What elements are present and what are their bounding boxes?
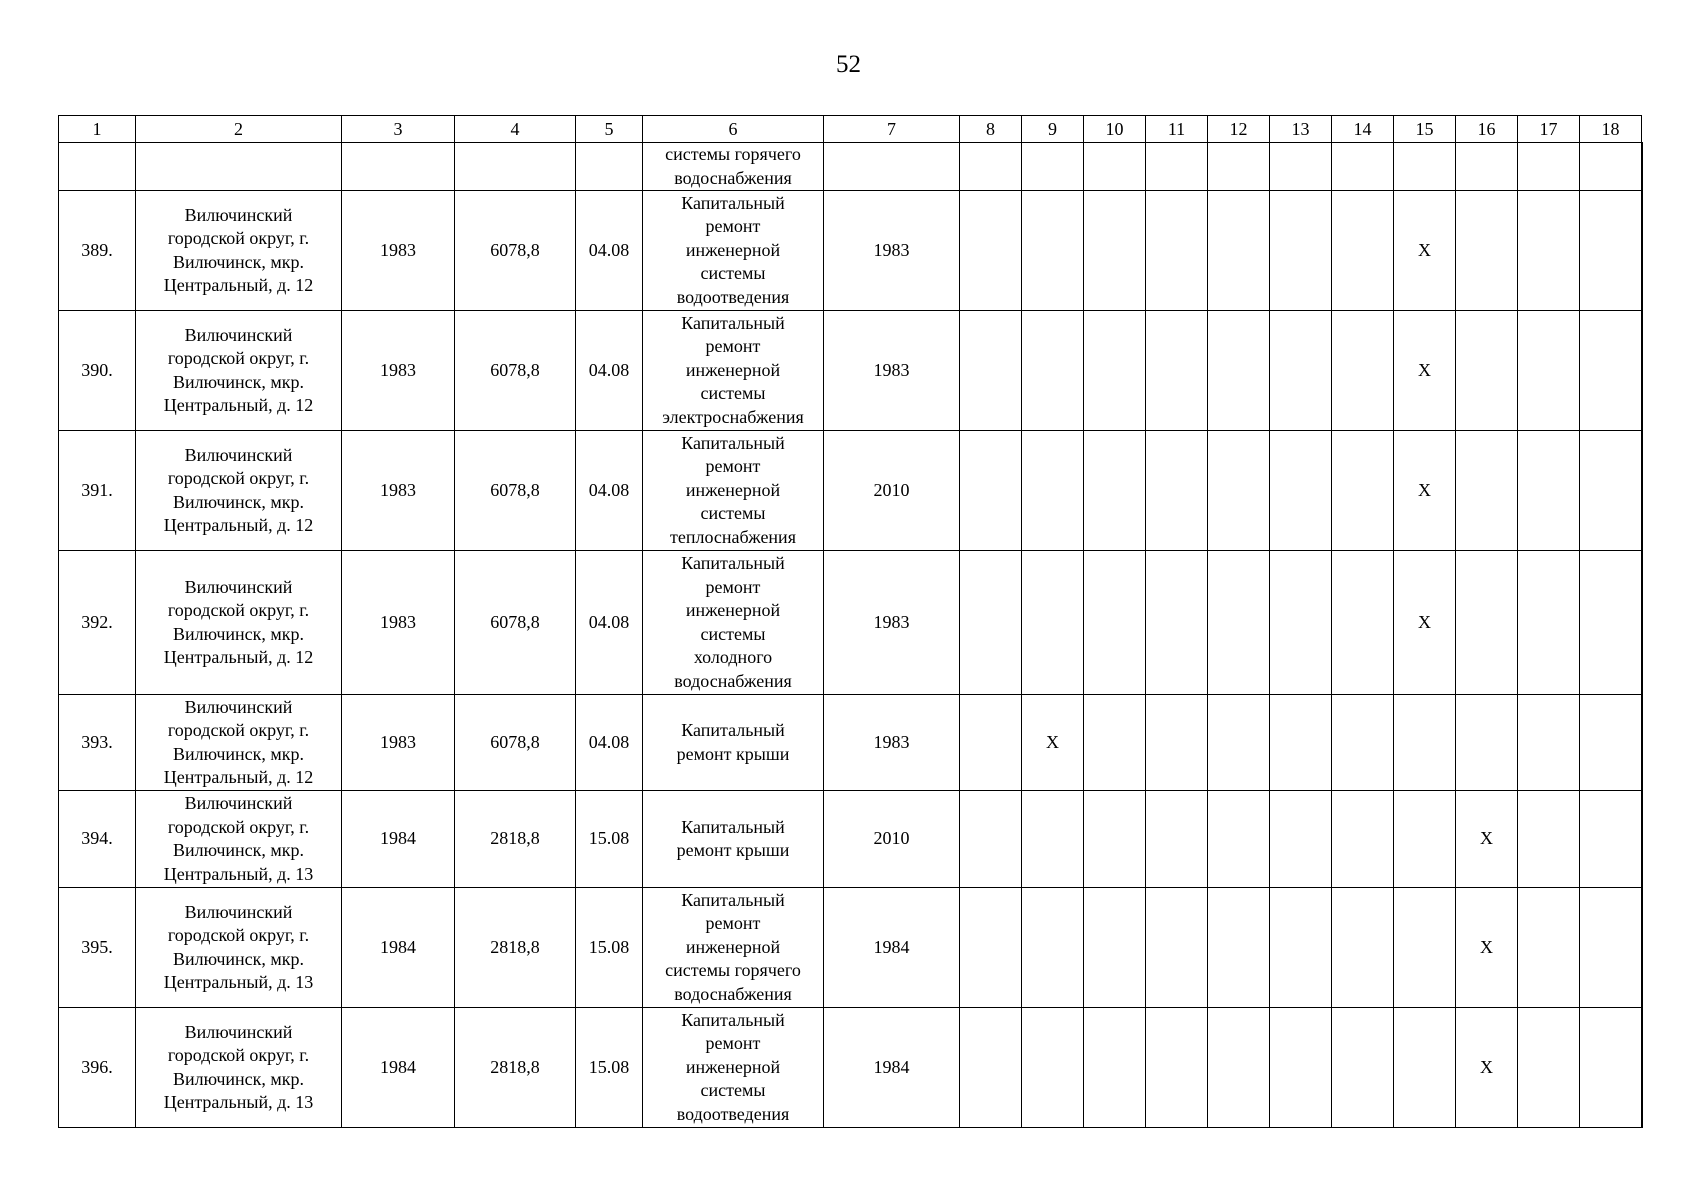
table-row: [59, 551, 1643, 695]
work-type-cell-line: системы: [700, 503, 766, 524]
work-type-cell: [643, 551, 824, 695]
work-type-cell-line: ремонт: [705, 216, 761, 237]
period-mark-cell: [1518, 143, 1580, 191]
period-mark-cell: [1456, 695, 1518, 791]
code-cell: 04.08: [576, 695, 643, 791]
period-mark-cell: [1332, 1008, 1394, 1128]
work-type-cell: [643, 695, 824, 791]
work-type-cell-line: холодного: [693, 647, 773, 667]
work-type-cell-line: водоотведения: [676, 1103, 790, 1124]
column-number: 8: [960, 116, 1022, 143]
address-cell: [136, 695, 342, 791]
address-cell: [136, 551, 342, 695]
period-mark-cell: [1580, 431, 1642, 551]
address-cell: [136, 431, 342, 551]
row-number-cell: 395.: [59, 888, 136, 1008]
period-mark-cell: [960, 695, 1022, 791]
period-mark-cell: [1580, 1008, 1642, 1128]
last-repair-year-cell: 1983: [824, 191, 960, 311]
last-repair-year-cell: 1983: [824, 311, 960, 431]
work-type-cell-line: водоснабжения: [674, 983, 792, 1004]
address-cell-line: Вилючинский: [184, 1021, 293, 1042]
address-cell-line: городской округ, г.: [167, 925, 310, 945]
area-cell: 6078,8: [455, 431, 576, 551]
period-mark-cell: [1084, 191, 1146, 311]
work-type-cell-line: водоотведения: [676, 286, 790, 307]
table-row: [59, 1008, 1643, 1128]
row-number-cell: 390.: [59, 311, 136, 431]
column-number: 5: [576, 116, 643, 143]
period-mark-cell: [1456, 551, 1518, 695]
period-mark-cell: [1332, 191, 1394, 311]
address-cell-line: Центральный, д. 13: [163, 972, 314, 992]
work-type-cell: [643, 311, 824, 431]
period-mark-cell: [1022, 791, 1084, 888]
period-mark-cell: [1084, 143, 1146, 191]
period-mark-cell: [1332, 695, 1394, 791]
period-mark-cell: [1208, 311, 1270, 431]
work-type-cell-line: инженерной: [685, 239, 781, 260]
work-type-cell-line: водоснабжения: [674, 167, 792, 188]
period-mark-cell: [1022, 551, 1084, 695]
code-cell: 04.08: [576, 551, 643, 695]
period-mark-cell: X: [1394, 311, 1456, 431]
address-cell-line: городской округ, г.: [167, 228, 310, 248]
period-mark-cell: [1022, 888, 1084, 1008]
registry-table: [58, 115, 1643, 1128]
address-cell-line: Вилючинск, мкр.: [172, 251, 305, 272]
row-number-cell: [59, 143, 136, 191]
row-number-cell: 391.: [59, 431, 136, 551]
address-cell-line: Вилючинск, мкр.: [172, 371, 305, 392]
period-mark-cell: [1332, 888, 1394, 1008]
period-mark-cell: [1208, 888, 1270, 1008]
work-type-cell: [643, 791, 824, 888]
period-mark-cell: [1270, 888, 1332, 1008]
work-type-cell-line: Капитальный: [681, 432, 785, 453]
period-mark-cell: [960, 191, 1022, 311]
period-mark-cell: X: [1456, 888, 1518, 1008]
last-repair-year-cell: 2010: [824, 791, 960, 888]
work-type-cell-line: системы горячего: [665, 960, 801, 981]
area-cell: 6078,8: [455, 695, 576, 791]
period-mark-cell: [1084, 551, 1146, 695]
address-cell-line: Вилючинск, мкр.: [172, 840, 305, 860]
period-mark-cell: [1518, 431, 1580, 551]
period-mark-cell: [1394, 1008, 1456, 1128]
commission-year-cell: 1983: [342, 311, 455, 431]
last-repair-year-cell: [824, 143, 960, 191]
last-repair-year-cell: 1983: [824, 551, 960, 695]
address-cell-line: Вилючинский: [184, 324, 293, 345]
commission-year-cell: 1983: [342, 551, 455, 695]
column-number: 3: [342, 116, 455, 143]
address-cell-line: Вилючинский: [184, 793, 293, 813]
period-mark-cell: [1580, 311, 1642, 431]
area-cell: 2818,8: [455, 791, 576, 888]
address-cell: [136, 1008, 342, 1128]
column-number: 13: [1270, 116, 1332, 143]
address-cell-line: городской округ, г.: [167, 348, 310, 368]
period-mark-cell: [960, 311, 1022, 431]
period-mark-cell: [1456, 431, 1518, 551]
period-mark-cell: [1270, 143, 1332, 191]
area-cell: 6078,8: [455, 311, 576, 431]
period-mark-cell: [1084, 1008, 1146, 1128]
table-body: [59, 116, 1643, 1128]
period-mark-cell: [1332, 791, 1394, 888]
period-mark-cell: [1208, 695, 1270, 791]
work-type-cell-line: ремонт: [705, 456, 761, 477]
work-type-cell: [643, 191, 824, 311]
area-cell: 2818,8: [455, 888, 576, 1008]
address-cell-line: городской округ, г.: [167, 1045, 310, 1065]
address-cell: [136, 191, 342, 311]
period-mark-cell: [1642, 431, 1643, 551]
period-mark-cell: [1642, 695, 1643, 791]
address-cell-line: Вилючинский: [184, 204, 293, 225]
period-mark-cell: [1022, 1008, 1084, 1128]
row-number-cell: 389.: [59, 191, 136, 311]
address-cell-line: городской округ, г.: [167, 816, 310, 837]
period-mark-cell: [1270, 791, 1332, 888]
work-type-cell-line: водоснабжения: [674, 670, 792, 691]
period-mark-cell: [1394, 791, 1456, 888]
period-mark-cell: [1642, 888, 1643, 1008]
period-mark-cell: X: [1394, 191, 1456, 311]
work-type-cell-line: инженерной: [685, 359, 781, 380]
period-mark-cell: [1146, 143, 1208, 191]
period-mark-cell: X: [1022, 695, 1084, 791]
period-mark-cell: [1580, 551, 1642, 695]
address-cell-line: Центральный, д. 12: [163, 395, 314, 415]
work-type-cell: [643, 1008, 824, 1128]
period-mark-cell: [1456, 191, 1518, 311]
period-mark-cell: [1580, 888, 1642, 1008]
period-mark-cell: X: [1394, 551, 1456, 695]
period-mark-cell: [960, 888, 1022, 1008]
period-mark-cell: [1580, 695, 1642, 791]
period-mark-cell: [1022, 191, 1084, 311]
period-mark-cell: [1208, 791, 1270, 888]
period-mark-cell: [1022, 311, 1084, 431]
address-cell-line: Вилючинский: [184, 444, 293, 465]
row-number-cell: 394.: [59, 791, 136, 888]
column-number: 2: [136, 116, 342, 143]
period-mark-cell: [1270, 695, 1332, 791]
period-mark-cell: [960, 791, 1022, 888]
last-repair-year-cell: 1984: [824, 888, 960, 1008]
period-mark-cell: [1146, 551, 1208, 695]
area-cell: 6078,8: [455, 551, 576, 695]
period-mark-cell: [1518, 888, 1580, 1008]
period-mark-cell: [1518, 791, 1580, 888]
area-cell: 2818,8: [455, 1008, 576, 1128]
period-mark-cell: [1394, 888, 1456, 1008]
period-mark-cell: X: [1394, 431, 1456, 551]
period-mark-cell: [1332, 431, 1394, 551]
period-mark-cell: [1642, 311, 1643, 431]
period-mark-cell: [1642, 191, 1643, 311]
commission-year-cell: 1984: [342, 888, 455, 1008]
column-number-row: [59, 116, 1643, 143]
period-mark-cell: [1642, 791, 1643, 888]
period-mark-cell: [1208, 1008, 1270, 1128]
address-cell-line: Центральный, д. 13: [163, 863, 314, 884]
work-type-cell-line: системы горячего: [665, 144, 801, 164]
address-cell-line: Вилючинский: [184, 696, 293, 717]
address-cell: [136, 791, 342, 888]
work-type-cell-line: Капитальный: [681, 312, 785, 333]
period-mark-cell: [1456, 311, 1518, 431]
work-type-cell: [643, 431, 824, 551]
period-mark-cell: [1270, 1008, 1332, 1128]
period-mark-cell: [1084, 431, 1146, 551]
last-repair-year-cell: 1984: [824, 1008, 960, 1128]
code-cell: 15.08: [576, 1008, 643, 1128]
period-mark-cell: [1332, 311, 1394, 431]
address-cell-line: Центральный, д. 12: [163, 275, 314, 295]
commission-year-cell: 1983: [342, 431, 455, 551]
column-number: 14: [1332, 116, 1394, 143]
column-number: 12: [1208, 116, 1270, 143]
work-type-cell-line: электроснабжения: [662, 406, 804, 427]
column-number: 4: [455, 116, 576, 143]
period-mark-cell: [960, 551, 1022, 695]
address-cell-line: Вилючинск, мкр.: [172, 948, 305, 969]
period-mark-cell: [1394, 695, 1456, 791]
address-cell-line: Вилючинск, мкр.: [172, 623, 305, 644]
address-cell-line: Центральный, д. 13: [163, 1092, 314, 1112]
work-type-cell-line: ремонт: [705, 576, 761, 597]
table-row: [59, 311, 1643, 431]
period-mark-cell: [1146, 311, 1208, 431]
work-type-cell-line: системы: [700, 1080, 766, 1101]
column-number: 17: [1518, 116, 1580, 143]
table-row: [59, 791, 1643, 888]
row-number-cell: 393.: [59, 695, 136, 791]
period-mark-cell: [1146, 191, 1208, 311]
work-type-cell-line: Капитальный: [681, 816, 785, 837]
address-cell-line: Вилючинск, мкр.: [172, 743, 305, 764]
period-mark-cell: [1518, 1008, 1580, 1128]
period-mark-cell: [1518, 551, 1580, 695]
work-type-cell-line: Капитальный: [681, 720, 785, 740]
period-mark-cell: [1270, 551, 1332, 695]
work-type-cell-line: Капитальный: [681, 889, 785, 910]
period-mark-cell: [1022, 431, 1084, 551]
column-number: 7: [824, 116, 960, 143]
period-mark-cell: [1084, 311, 1146, 431]
code-cell: [576, 143, 643, 191]
period-mark-cell: [1270, 431, 1332, 551]
column-number: 9: [1022, 116, 1084, 143]
column-number: 11: [1146, 116, 1208, 143]
period-mark-cell: [1270, 311, 1332, 431]
column-number: 16: [1456, 116, 1518, 143]
commission-year-cell: 1984: [342, 1008, 455, 1128]
work-type-cell-line: ремонт крыши: [676, 743, 790, 764]
period-mark-cell: [1146, 791, 1208, 888]
commission-year-cell: 1983: [342, 695, 455, 791]
column-number: 18: [1580, 116, 1642, 143]
table-row: [59, 695, 1643, 791]
period-mark-cell: [1642, 1008, 1643, 1128]
area-cell: [455, 143, 576, 191]
address-cell-line: Вилючинск, мкр.: [172, 491, 305, 512]
address-cell-line: Вилючинский: [184, 576, 293, 597]
period-mark-cell: [1084, 888, 1146, 1008]
address-cell-line: городской округ, г.: [167, 468, 310, 488]
period-mark-cell: [1394, 143, 1456, 191]
work-type-cell-line: инженерной: [685, 1056, 781, 1077]
address-cell-line: Вилючинский: [184, 901, 293, 922]
period-mark-cell: [960, 431, 1022, 551]
work-type-cell-line: системы: [700, 623, 766, 644]
period-mark-cell: [1270, 191, 1332, 311]
period-mark-cell: [1580, 143, 1642, 191]
work-type-cell-line: системы: [700, 263, 766, 284]
period-mark-cell: [1456, 143, 1518, 191]
period-mark-cell: [1084, 791, 1146, 888]
commission-year-cell: [342, 143, 455, 191]
period-mark-cell: [1146, 1008, 1208, 1128]
row-number-cell: 396.: [59, 1008, 136, 1128]
period-mark-cell: [1518, 191, 1580, 311]
period-mark-cell: [1146, 695, 1208, 791]
address-cell-line: Центральный, д. 12: [163, 515, 314, 535]
code-cell: 04.08: [576, 431, 643, 551]
work-type-cell-line: системы: [700, 383, 766, 404]
table-row: [59, 431, 1643, 551]
table-row: [59, 888, 1643, 1008]
period-mark-cell: [960, 1008, 1022, 1128]
period-mark-cell: [1642, 143, 1643, 191]
address-cell-line: Центральный, д. 12: [163, 647, 314, 667]
period-mark-cell: [960, 143, 1022, 191]
address-cell: [136, 311, 342, 431]
table-row: [59, 143, 1643, 191]
work-type-cell-line: инженерной: [685, 479, 781, 500]
work-type-cell-line: Капитальный: [681, 553, 785, 573]
period-mark-cell: [1208, 143, 1270, 191]
column-number: 6: [643, 116, 824, 143]
period-mark-cell: [1518, 695, 1580, 791]
column-number: 15: [1394, 116, 1456, 143]
code-cell: 04.08: [576, 191, 643, 311]
work-type-cell-line: ремонт: [705, 1033, 761, 1054]
address-cell-line: Вилючинск, мкр.: [172, 1068, 305, 1089]
period-mark-cell: [1518, 311, 1580, 431]
work-type-cell-line: инженерной: [685, 600, 781, 620]
period-mark-cell: [1146, 431, 1208, 551]
row-number-cell: 392.: [59, 551, 136, 695]
work-type-cell-line: ремонт крыши: [676, 840, 790, 860]
period-mark-cell: X: [1456, 791, 1518, 888]
code-cell: 15.08: [576, 791, 643, 888]
code-cell: 04.08: [576, 311, 643, 431]
last-repair-year-cell: 1983: [824, 695, 960, 791]
commission-year-cell: 1983: [342, 191, 455, 311]
period-mark-cell: [1580, 791, 1642, 888]
work-type-cell-line: ремонт: [705, 913, 761, 934]
work-type-cell-line: инженерной: [685, 936, 781, 957]
work-type-cell-line: ремонт: [705, 336, 761, 357]
work-type-cell-line: теплоснабжения: [670, 526, 796, 547]
table-row: [59, 191, 1643, 311]
period-mark-cell: [1084, 695, 1146, 791]
period-mark-cell: [1146, 888, 1208, 1008]
area-cell: 6078,8: [455, 191, 576, 311]
code-cell: 15.08: [576, 888, 643, 1008]
period-mark-cell: [1332, 143, 1394, 191]
address-cell-line: городской округ, г.: [167, 600, 310, 620]
work-type-cell: [643, 888, 824, 1008]
page-number: 52: [836, 51, 861, 78]
period-mark-cell: [1022, 143, 1084, 191]
column-number: 1: [59, 116, 136, 143]
period-mark-cell: X: [1456, 1008, 1518, 1128]
column-number: 10: [1084, 116, 1146, 143]
period-mark-cell: [1642, 551, 1643, 695]
period-mark-cell: [1208, 551, 1270, 695]
address-cell-line: Центральный, д. 12: [163, 767, 314, 787]
period-mark-cell: [1208, 191, 1270, 311]
period-mark-cell: [1332, 551, 1394, 695]
work-type-cell-line: Капитальный: [681, 1009, 785, 1030]
period-mark-cell: [1208, 431, 1270, 551]
address-cell: [136, 143, 342, 191]
address-cell: [136, 888, 342, 1008]
commission-year-cell: 1984: [342, 791, 455, 888]
work-type-cell-line: Капитальный: [681, 192, 785, 213]
period-mark-cell: [1580, 191, 1642, 311]
last-repair-year-cell: 2010: [824, 431, 960, 551]
address-cell-line: городской округ, г.: [167, 720, 310, 740]
work-type-cell: [643, 143, 824, 191]
